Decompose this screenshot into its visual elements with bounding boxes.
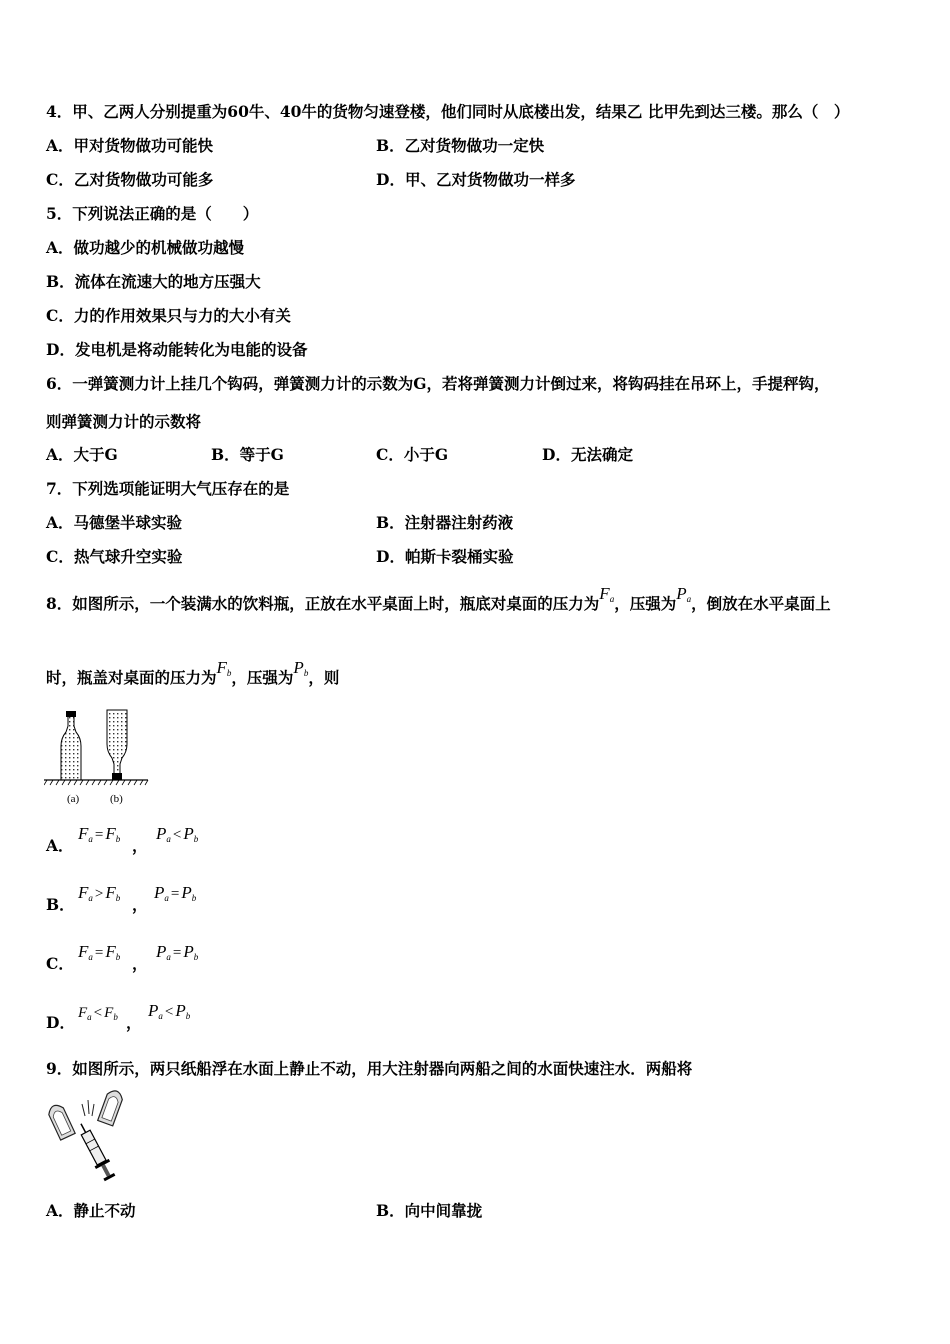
q8-stem-text-3: ，倒放在水平桌面上 [691,594,831,613]
q8-option-b [46,881,197,914]
q6-option-d: D．无法确定 [542,445,633,464]
bottle-figure [44,708,154,790]
force-a-symbol: $F_a$ [599,584,615,604]
q7-option-a: A．马德堡半球实验 [46,513,183,532]
q6-option-c: C．小于G [376,445,449,464]
q8-option-c [46,940,199,973]
q8-stem-text-1: 8．如图所示，一个装满水的饮料瓶，正放在水平桌面上时，瓶底对桌面的压力为 [46,594,600,613]
q4-option-a: A．甲对货物做功可能快 [46,136,214,155]
q7-option-d: D．帕斯卡裂桶实验 [376,547,514,566]
q6-stem-line1: 6．一弹簧测力计上挂几个钩码，弹簧测力计的示数为G，若将弹簧测力计倒过来，将钩码挂在吊环上，手提秤钩， [46,374,830,393]
q5-option-d: D．发电机是将动能转化为电能的设备 [46,340,308,359]
option-c-formula-1: $F_a = F_b$ [78,942,121,962]
q4-option-c: C．乙对货物做功可能多 [46,170,214,189]
option-b-label: B． [46,895,75,914]
fig-label-a: (a) [67,793,80,805]
bottle-b-inverted [107,710,127,780]
pressure-a-symbol: $P_a$ [676,584,692,604]
q7-option-c: C．热气球升空实验 [46,547,183,566]
option-b-separator: ， [132,895,148,914]
q6-option-a: A．大于G [46,445,118,464]
q8-stem-text-5: ，压强为 [231,668,294,687]
q5-option-c: C．力的作用效果只与力的大小有关 [46,306,291,325]
option-d-formula-2: $P_a < P_b$ [148,1001,191,1021]
force-b-symbol: $F_b$ [216,658,232,678]
q9-option-a: A．静止不动 [46,1201,136,1220]
q9-option-b: B．向中间靠拢 [376,1201,483,1220]
option-d-formula-1: $F_a < F_b$ [78,1005,118,1022]
option-c-label: C． [46,954,74,973]
q4-stem: 4．甲、乙两人分别提重为60牛、40牛的货物匀速登楼，他们同时从底楼出发，结果乙 比甲先到达三楼。那么（ ） [46,102,850,121]
option-b-formula-2: $P_a = P_b$ [154,883,197,903]
option-b-formula-1: $F_a > F_b$ [78,883,121,903]
option-a-label: A． [46,836,74,855]
q8-stem-line1 [46,584,831,619]
fig-label-b: (b) [110,793,123,805]
q5-stem: 5．下列说法正确的是（ ） [46,204,259,223]
q8-stem-text-2: ，压强为 [614,594,677,613]
option-d-separator: ， [126,1013,142,1032]
option-a-separator: ， [132,836,148,855]
q6-option-b: B．等于G [211,445,284,464]
option-a-formula-2: $P_a < P_b$ [156,824,199,844]
q5-option-b: B．流体在流速大的地方压强大 [46,272,261,291]
option-c-formula-2: $P_a = P_b$ [156,942,199,962]
paper-boats-syringe-figure [44,1090,132,1186]
q4-option-d: D．甲、乙对货物做功一样多 [376,170,576,189]
q8-option-d [46,999,191,1032]
option-a-formula-1: $F_a = F_b$ [78,824,121,844]
q8-stem-text-6: ，则 [308,668,340,687]
q4-option-b: B．乙对货物做功一定快 [376,136,545,155]
q8-option-a [46,822,199,855]
q8-stem-text-4: 时，瓶盖对桌面的压力为 [46,668,217,687]
q7-stem: 7．下列选项能证明大气压存在的是 [46,479,290,498]
q6-stem-line2: 则弹簧测力计的示数将 [46,412,202,431]
q7-option-b: B．注射器注射药液 [376,513,514,532]
option-c-separator: ， [132,954,148,973]
q9-stem: 9．如图所示，两只纸船浮在水面上静止不动，用大注射器向两船之间的水面快速注水．两船将 [46,1059,693,1078]
option-d-label: D． [46,1013,75,1032]
q8-stem-line2 [46,658,340,693]
pressure-b-symbol: $P_b$ [293,658,309,678]
table-hatching [44,780,148,785]
q5-option-a: A．做功越少的机械做功越慢 [46,238,245,257]
bottle-a-upright [61,711,81,780]
